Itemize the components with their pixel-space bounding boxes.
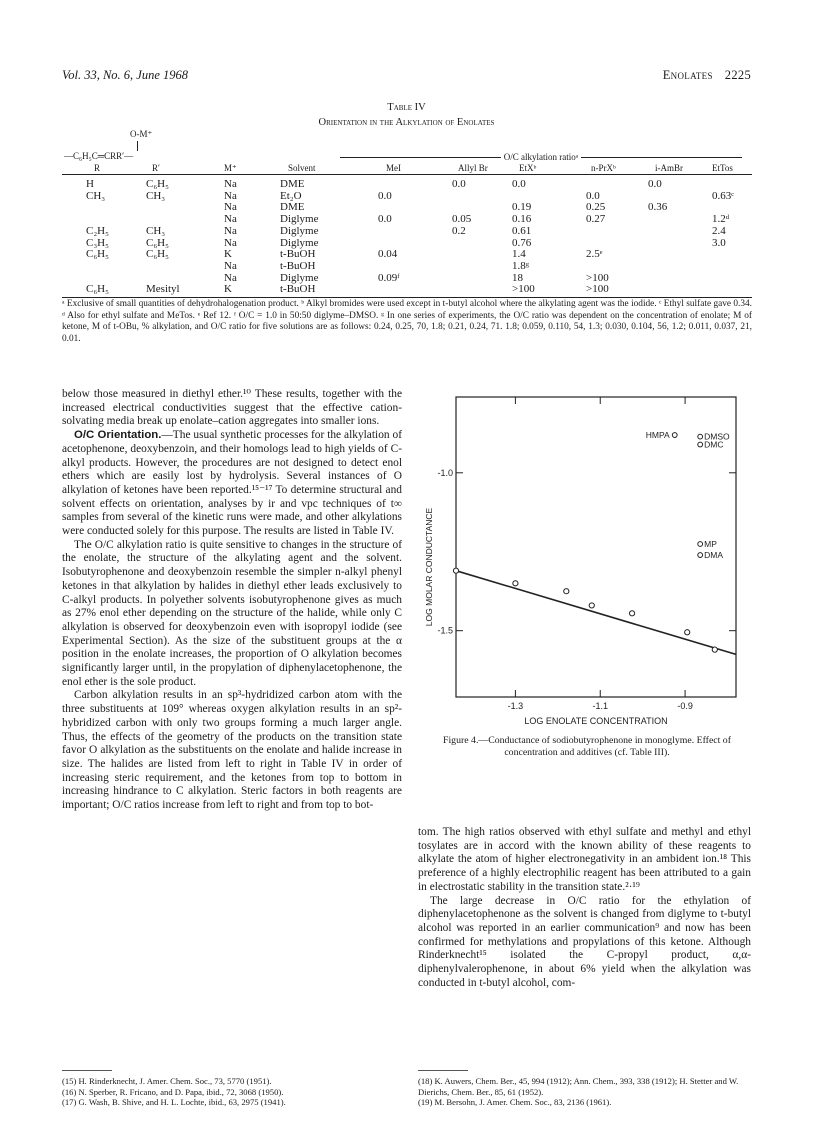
cell-EtX: 0.76 [512, 236, 532, 249]
cell-Rprime: C₆H₅ [146, 236, 169, 249]
additive-label: DMSO [704, 431, 730, 442]
paragraph: The O/C alkylation ratio is quite sensitive to changes in the structure of the enolate, the structure of the alkylating agent and the solvent. Isobutyrophenone and deoxybenzoin resemble the simpler n-alkyl phenyl ketones in that alkylation by halides in diethyl ether leads exclusively to C-alkyl products. In polyether solvents isobutyrophenone gives as much as 27% enol ether depending on the structure of the halide, while only C alkylation is observed for deoxybenzoin even with isopropyl iodide (see Experimental Section). As the size of the substituent groups at the α position in the enolate increases, the proportion of O alkylation becomes significantly larger until, in the propylation of diphenylacetophenone, the enol ether is the sole product. [62, 538, 402, 688]
right-column [418, 826, 751, 990]
cell-M: Na [224, 271, 237, 284]
y-tick-label: -1.5 [437, 625, 453, 636]
paragraph: Carbon alkylation results in an sp³-hydridized carbon atom with the three substituents at 109° whereas oxygen alkylation results in an sp²-hybridized carbon with only two groups forming a much larger angle. Thus, the effects of the geometry of the products on the transition state favor O alkylation as the substituents on the enolate and halide increase in size. The halides are listed from left to right in Table IV in order of increasing steric requirement, and the ketones from top to bottom in increasing hindrance to C alkylation. Steric factors in both reagents are important; O/C ratios increase from left to right and from top to bot- [62, 689, 402, 812]
header-R: R [94, 163, 101, 173]
data-point [453, 568, 458, 573]
running-head [62, 68, 751, 86]
cell-nPrX: 0.27 [586, 213, 606, 226]
additive-point [698, 442, 703, 447]
page-number: 2225 [724, 68, 751, 82]
cell-EtX: 0.16 [512, 213, 532, 226]
running-title-text: Enolates [662, 68, 713, 82]
y-axis-label: LOG MOLAR CONDUCTANCE [424, 507, 434, 627]
data-point [589, 603, 594, 608]
cell-M: K [224, 283, 232, 296]
cell-M: Na [224, 201, 237, 214]
x-tick-label: -0.9 [677, 701, 693, 711]
figure-caption-text: —Conductance of sodiobutyrophenone in monoglyme. Effect of concentration and additives (cf. Table III). [478, 735, 731, 758]
structure-label-top: O-M⁺ [130, 129, 153, 139]
header-M: M⁺ [224, 163, 237, 173]
header-Rprime: R′ [152, 163, 160, 173]
reference: (17) G. Wash, B. Shive, and H. L. Lochte, ibid., 63, 2975 (1941). [62, 1097, 286, 1108]
cell-Rprime: C₆H₅ [146, 178, 169, 190]
table-bottom-rule [62, 297, 752, 298]
plot-frame [456, 397, 736, 697]
cell-R: H [86, 178, 94, 190]
additive-label: HMPA [645, 430, 670, 441]
journal-volume: Vol. 33, No. 6, June 1968 [62, 68, 189, 82]
ratio-header-rule-right [581, 157, 742, 158]
references-rule-left [62, 1070, 112, 1071]
table-footnotes: ᵃ Exclusive of small quantities of dehydrohalogenation product. ᵇ Alkyl bromides were used except in t-butyl alcohol where the alkylating agent was the iodide. ᶜ Ethyl sulfate gave 0.34. ᵈ Also for ethyl sulfate and MeTos. ᵉ Ref 12. ᶠ O/C = 1.0 in 50:50 diglyme–DMSO. ᵍ In one series of experiments, the O/C ratio was dependent on the concentration of enolate; M of ketone, M of t-OBu, % alkylation, and O/C ratio for five solutions are as follows: 0.24, 0.25, 70, 1.8; 0.21, 0.24, 71. 1.8; 0.059, 0.110, 54, 1.3; 0.030, 0.104, 56, 1.2; 0.011, 0.037, 21, 0.01. [62, 299, 752, 344]
cell-M: Na [224, 189, 237, 202]
running-title [663, 68, 751, 83]
figure-label: Figure 4. [443, 735, 479, 746]
cell-R: CH₃ [86, 189, 106, 202]
x-axis-label: LOG ENOLATE CONCENTRATION [524, 716, 668, 725]
paragraph [62, 429, 402, 539]
table-caption: Orientation in the Alkylation of Enolates [318, 117, 495, 128]
references-right [418, 1076, 751, 1108]
data-point [712, 647, 717, 652]
header-EtTos: EtTos [712, 163, 733, 173]
cell-solvent: t-BuOH [280, 259, 316, 272]
cell-MeI: 0.04 [378, 248, 398, 261]
ratio-group-header [340, 152, 742, 162]
cell-EtX: 1.8ᵍ [512, 259, 530, 272]
cell-MeI: 0.0 [378, 213, 392, 226]
header-iAmBr: i-AmBr [655, 163, 683, 173]
additive-point [698, 553, 703, 558]
cell-Rprime: Mesityl [146, 283, 180, 296]
cell-EtX: 0.0 [512, 178, 526, 190]
additive-label: DMA [704, 550, 724, 561]
cell-R: C₆H₅ [86, 283, 109, 296]
table-header-rule [62, 174, 752, 175]
figure-caption [420, 735, 754, 759]
x-tick-label: -1.3 [507, 701, 524, 711]
cell-nPrX: 2.5ᵉ [586, 248, 603, 261]
data-point [564, 589, 569, 594]
cell-Rprime: CH₃ [146, 189, 166, 202]
cell-MeI: 0.0 [378, 189, 392, 202]
cell-EtX: 0.61 [512, 224, 532, 237]
additive-point [672, 433, 677, 438]
cell-Rprime: C₆H₅ [146, 248, 169, 261]
ratio-header-label: O/C alkylation ratioᵃ [503, 152, 579, 162]
cell-EtX: >100 [512, 283, 535, 296]
data-point [629, 611, 634, 616]
figure-4 [418, 385, 754, 725]
cell-nPrX: 0.25 [586, 201, 606, 214]
reference: (18) K. Auwers, Chem. Ber., 45, 994 (1912); Ann. Chem., 393, 338 (1912); H. Stetter and W. Dierichs, Chem. Ber., 85, 61 (1952). [418, 1076, 739, 1097]
additive-point [698, 542, 703, 547]
cell-solvent: Diglyme [280, 213, 319, 226]
cell-AllylBr: 0.0 [452, 178, 466, 190]
ratio-header-rule-left [340, 157, 501, 158]
cell-M: Na [224, 224, 237, 237]
cell-solvent: DME [280, 178, 305, 190]
paragraph-text: —The usual synthetic processes for the alkylation of acetophenone, deoxybenzoin, and their homologs lead to high yields of C-alkyl products. However, the procedures are not designed to detect enol ethers which are easily lost by hydrolysis. Several instances of O alkylation of ketones have been reported.¹⁵⁻¹⁷ To determine structural and solvent effects on orientation, analyses by ir and vpc techniques of t∞ samples from several of the kinetic runs were made, and other alkylations were conducted solely for this purpose. The results are listed in Table IV. [62, 429, 402, 538]
cell-AllylBr: 0.2 [452, 224, 466, 237]
paragraph: tom. The high ratios observed with ethyl sulfate and methyl and ethyl tosylates are in accord with the known ability of these reagents to alkylate the atom of higher electronegativity in an ambident ion.¹⁸ This preference of a highly electrophilic reagent has been attributed to a gain in electrostatic stability in the transition state.²·¹⁹ [418, 826, 751, 893]
cell-AllylBr: 0.05 [452, 213, 472, 226]
references-left [62, 1076, 402, 1108]
left-column [62, 388, 402, 813]
cell-solvent: DME [280, 201, 305, 214]
cell-M: Na [224, 213, 237, 226]
cell-nPrX: >100 [586, 283, 609, 296]
y-tick-label: -1.0 [437, 467, 453, 478]
header-AllylBr: Allyl Br [458, 163, 488, 173]
fit-line [456, 571, 736, 655]
cell-iAmBr: 0.36 [648, 201, 668, 214]
reference: (15) H. Rinderknecht, J. Amer. Chem. Soc., 73, 5770 (1951). [62, 1076, 272, 1086]
header-MeI: MeI [386, 163, 401, 173]
cell-EtX: 1.4 [512, 248, 526, 261]
cell-iAmBr: 0.0 [648, 178, 662, 190]
cell-R: C₆H₅ [86, 248, 109, 261]
cell-M: Na [224, 236, 237, 249]
cell-solvent: Diglyme [280, 236, 319, 249]
header-nPrX: n-PrXᵇ [591, 163, 616, 173]
paragraph: below those measured in diethyl ether.¹⁰ These results, together with the increased electrical conductivities suggest that the effective cation-solvating media break up enolate–cation aggregates into smaller ions. [62, 388, 402, 428]
cell-R: C₂H₅ [86, 224, 109, 237]
cell-EtTos: 3.0 [712, 236, 726, 249]
data-point [513, 581, 518, 586]
table-number: Table IV [387, 102, 426, 113]
cell-solvent: Et₂O [280, 189, 302, 202]
data-point [685, 630, 690, 635]
cell-EtTos: 0.63ᶜ [712, 189, 735, 202]
references-rule-right [418, 1070, 468, 1071]
reference: (16) N. Sperber, R. Fricano, and D. Papa, ibid., 72, 3068 (1950). [62, 1086, 284, 1097]
section-heading: O/C Orientation. [74, 429, 162, 442]
cell-R: C₃H₅ [86, 236, 109, 249]
cell-M: Na [224, 259, 237, 272]
cell-solvent: t-BuOH [280, 248, 316, 261]
cell-EtX: 18 [512, 271, 523, 284]
reference: (19) M. Bersohn, J. Amer. Chem. Soc., 83, 2136 (1961). [418, 1097, 612, 1108]
cell-EtTos: 2.4 [712, 224, 726, 237]
cell-EtTos: 1.2ᵈ [712, 213, 730, 226]
cell-EtX: 0.19 [512, 201, 532, 214]
cell-solvent: t-BuOH [280, 283, 316, 296]
header-solvent: Solvent [288, 163, 316, 173]
conductance-chart [418, 385, 754, 725]
structure-label-bottom: —C₆H₅C═CRR′— [64, 151, 134, 161]
header-EtX: EtXᵇ [519, 163, 537, 173]
cell-Rprime: CH₃ [146, 224, 166, 237]
cell-nPrX: >100 [586, 271, 609, 284]
cell-M: Na [224, 178, 237, 190]
cell-M: K [224, 248, 232, 261]
additive-point [698, 434, 703, 439]
additive-label: MP [704, 539, 717, 549]
cell-solvent: Diglyme [280, 271, 319, 284]
cell-solvent: Diglyme [280, 224, 319, 237]
paragraph: The large decrease in O/C ratio for the ethylation of diphenylacetophenone as the solvent is changed from diglyme to t-butyl alcohol was reported in an earlier communication⁹ and now has been confirmed for methylations and propylations of this ketone. Although Rinderknecht¹⁵ isolated the C-propyl product, α,α-diphenylvalerophenone, in about 6% yield when the alkylation was conducted in t-butyl alcohol, com- [418, 894, 751, 989]
cell-MeI: 0.09ᶠ [378, 271, 400, 284]
cell-nPrX: 0.0 [586, 189, 600, 202]
structure-bond [137, 141, 138, 151]
additive-label: DMC [704, 439, 724, 450]
x-tick-label: -1.1 [592, 701, 609, 711]
